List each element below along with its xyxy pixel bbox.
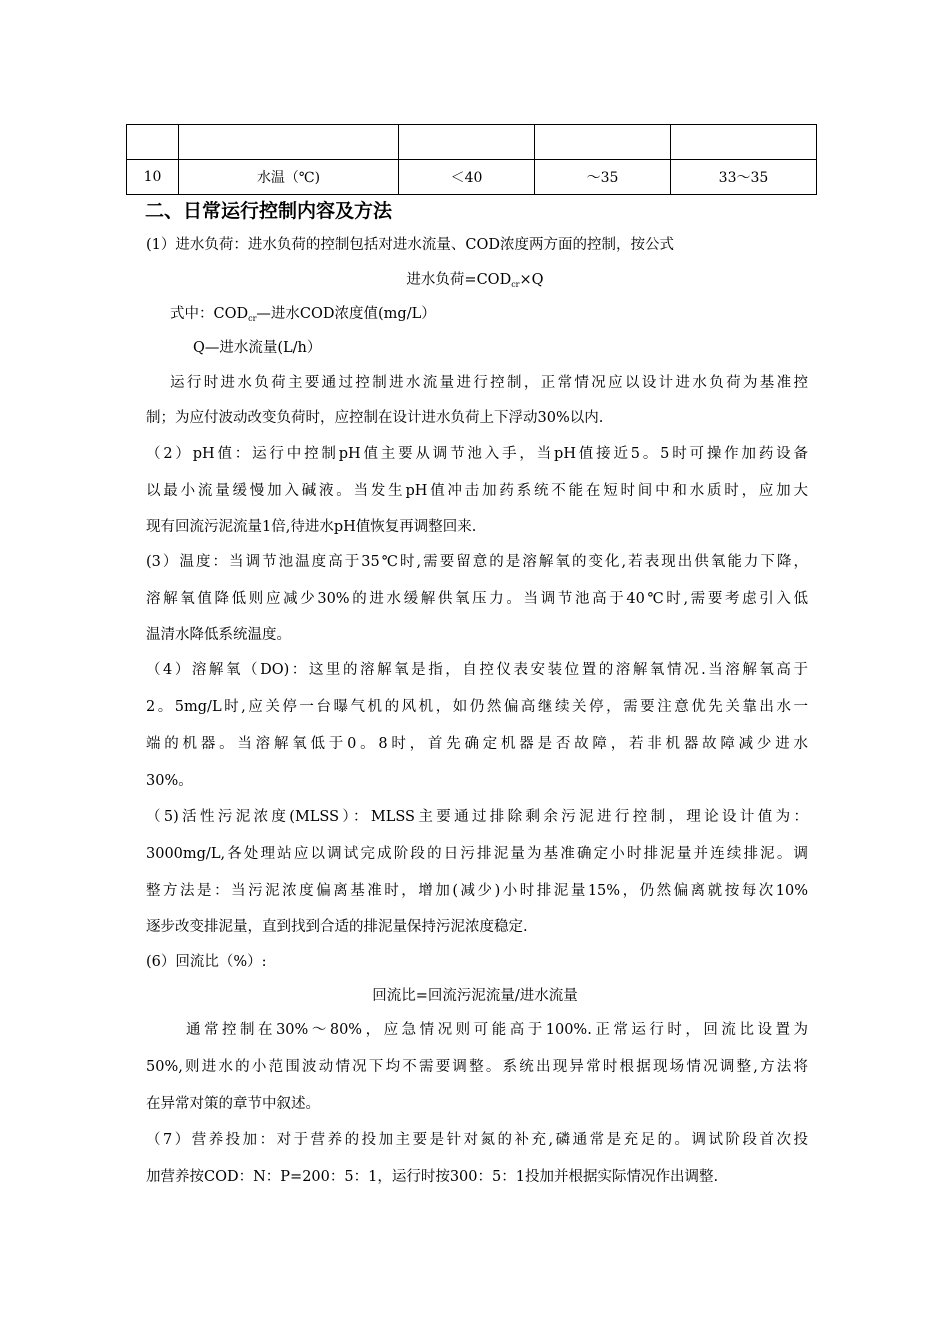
s6-paragraph-line: 50%,则进水的小范围波动情况下均不需要调整。系统出现异常时根据现场情况调整,方法将 xyxy=(146,1059,808,1075)
s2-paragraph-line: 现有回流污泥流量1倍,待进水pH值恢复再调整回来. xyxy=(146,519,477,535)
s1-definition-cod: 式中：$COD_{cr}—$进水COD浓度值(mg/L） xyxy=(170,306,436,323)
s3-paragraph-line: (3）温度：当调节池温度高于35℃时,需要留意的是溶解氧的变化,若表现出供氧能力下降， xyxy=(146,554,808,570)
table-cell: ～35 xyxy=(535,160,671,195)
table-row xyxy=(127,125,817,160)
s1-intro: (1）进水负荷：进水负荷的控制包括对进水流量、COD浓度两方面的控制，按公式 xyxy=(146,237,674,253)
s3-paragraph-line: 溶解氧值降低则应减少30%的进水缓解供氧压力。当调节池高于40℃时,需要考虑引入低 xyxy=(146,591,808,607)
s5-paragraph-line: 整方法是：当污泥浓度偏离基准时，增加(减少)小时排泥量15%，仍然偏离就按每次10% xyxy=(146,883,808,899)
s2-paragraph-line: （2）pH值：运行中控制pH值主要从调节池入手，当pH值接近5。5时可操作加药设备 xyxy=(146,446,808,462)
s6-paragraph-line: 通常控制在30%～80%，应急情况则可能高于100%.正常运行时，回流比设置为 xyxy=(186,1022,808,1038)
s6-paragraph-line: 在异常对策的章节中叙述。 xyxy=(146,1096,320,1112)
table-cell xyxy=(399,125,535,160)
s7-paragraph-line: 加营养按COD：N：P=200：5：1，运行时按300：5：1投加并根据实际情况作出调整. xyxy=(146,1169,719,1185)
s1-paragraph-line: 运行时进水负荷主要通过控制进水流量进行控制，正常情况应以设计进水负荷为基准控 xyxy=(170,375,808,391)
table-row xyxy=(127,160,817,195)
s1-formula: 进水负荷$=COD_{cr}\times Q$ xyxy=(406,272,544,289)
s5-paragraph-line: （5)活性污泥浓度(MLSS）：MLSS主要通过排除剩余污泥进行控制，理论设计值为： xyxy=(146,809,808,825)
s4-paragraph-line: 端的机器。当溶解氧低于0。8时，首先确定机器是否故障，若非机器故障减少进水 xyxy=(146,736,808,752)
table-cell: ＜40 xyxy=(399,160,535,195)
table-cell xyxy=(127,125,179,160)
s1-definition-q: Q—进水流量(L/h） xyxy=(193,340,322,356)
s6-title: (6）回流比（%）: xyxy=(146,954,267,970)
row-number: 10 xyxy=(127,160,179,195)
s4-paragraph-line: 30%。 xyxy=(146,773,193,789)
table-cell xyxy=(179,125,399,160)
s7-paragraph-line: （7）营养投加：对于营养的投加主要是针对氮的补充,磷通常是充足的。调试阶段首次投 xyxy=(146,1132,808,1148)
s4-paragraph-line: （4）溶解氧（DO)：这里的溶解氧是指，自控仪表安装位置的溶解氧情况.当溶解氧高于 xyxy=(146,662,808,678)
table-cell xyxy=(535,125,671,160)
s3-paragraph-line: 温清水降低系统温度。 xyxy=(146,627,291,643)
s4-paragraph-line: 2。5mg/L时,应关停一台曝气机的风机，如仍然偏高继续关停，需要注意优先关靠出水一 xyxy=(146,699,808,715)
section-heading: 二、日常运行控制内容及方法 xyxy=(145,200,393,222)
s5-paragraph-line: 3000mg/L,各处理站应以调试完成阶段的日污排泥量为基准确定小时排泥量并连续排泥。调 xyxy=(146,846,808,862)
parameter-table xyxy=(126,124,817,195)
item-name: 水温（℃) xyxy=(179,160,399,195)
s2-paragraph-line: 以最小流量缓慢加入碱液。当发生pH值冲击加药系统不能在短时间中和水质时，应加大 xyxy=(146,483,808,499)
table-cell xyxy=(671,125,817,160)
s5-paragraph-line: 逐步改变排泥量，直到找到合适的排泥量保持污泥浓度稳定. xyxy=(146,919,528,935)
s6-formula: 回流比=回流污泥流量/进水流量 xyxy=(372,988,578,1004)
table-cell: 33～35 xyxy=(671,160,817,195)
s1-paragraph-line: 制；为应付波动改变负荷时，应控制在设计进水负荷上下浮动30%以内. xyxy=(146,410,604,426)
